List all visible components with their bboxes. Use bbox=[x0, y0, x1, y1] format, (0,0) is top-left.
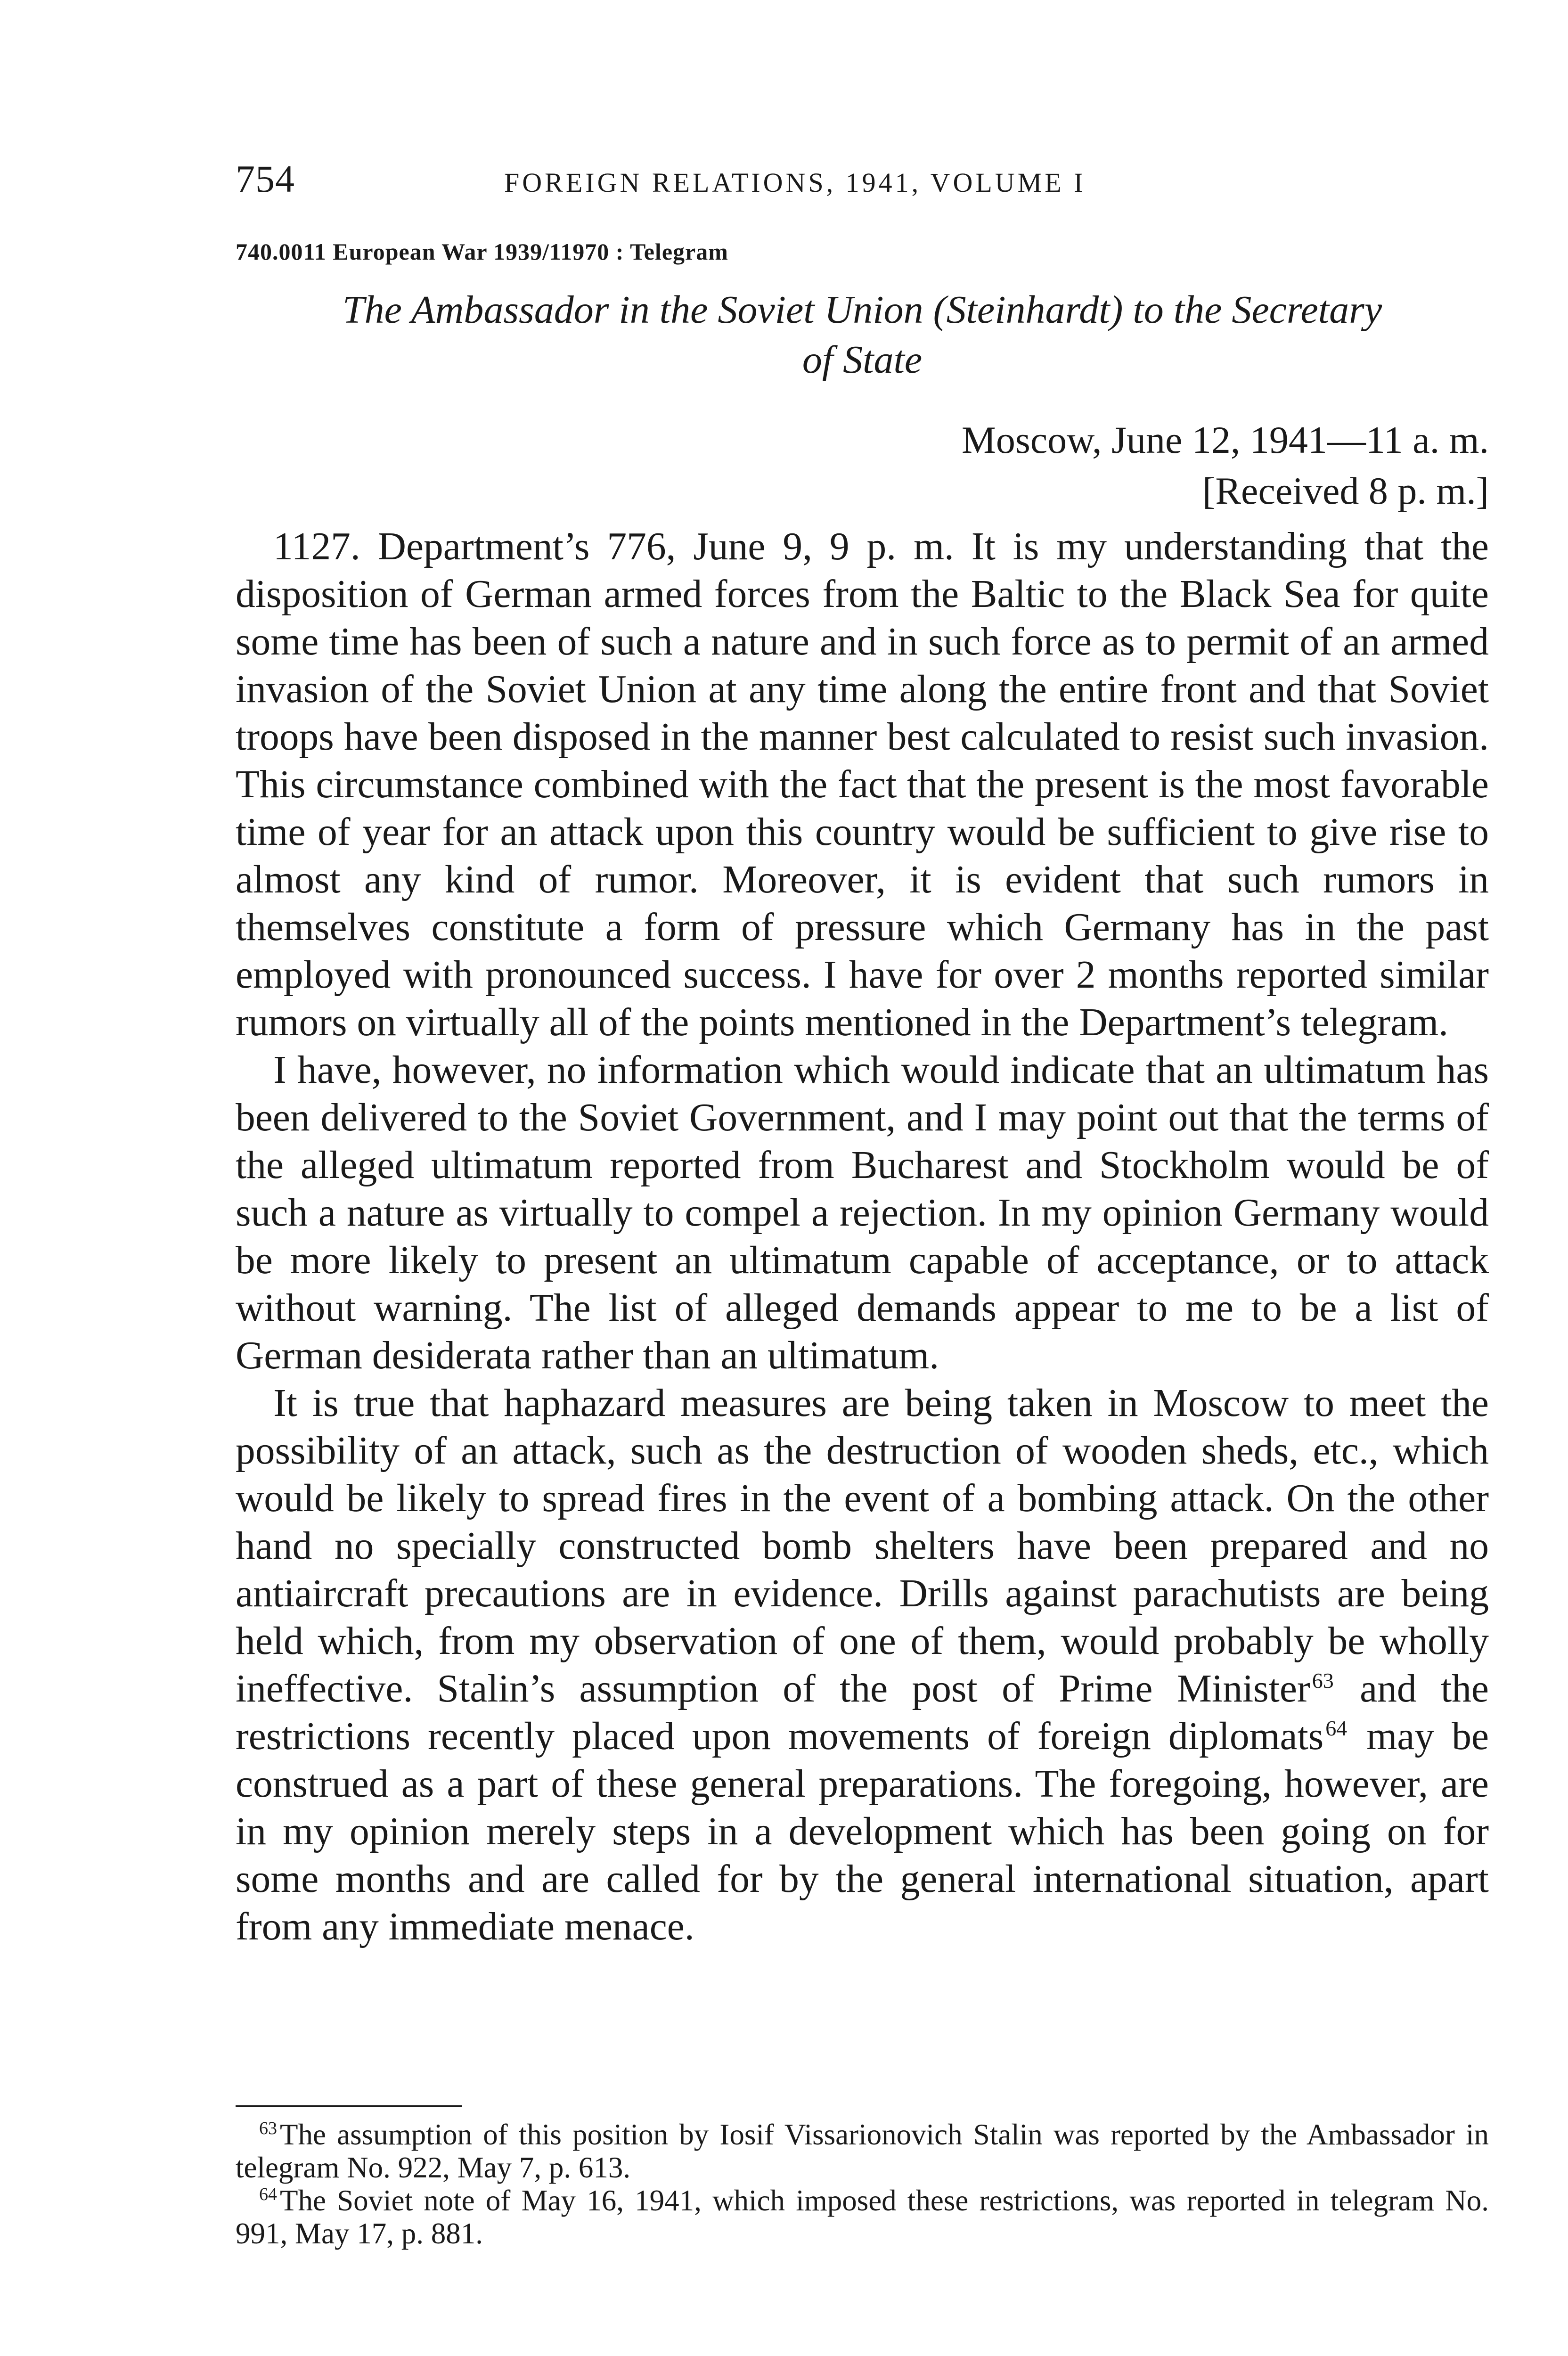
heading-line-1: The Ambassador in the Soviet Union (Steinhardt) to the Secretary bbox=[342, 288, 1382, 332]
footnote-mark: 64 bbox=[259, 2184, 277, 2204]
running-title: FOREIGN RELATIONS, 1941, VOLUME I bbox=[504, 167, 1086, 198]
footnote-reference-64[interactable]: 64 bbox=[1325, 1716, 1348, 1741]
received-note: [Received 8 p. m.] bbox=[1202, 469, 1489, 512]
running-header bbox=[236, 155, 1253, 203]
footnote-divider bbox=[236, 2105, 462, 2107]
paragraph-2: I have, however, no information which would indicate that an ultimatum has been delivered to the Soviet Government, and I may point out that the terms of the alleged ultimatum reported from Bucharest and Stockholm would be of such a nature as virtually to compel a rejection. In my opinion Germany would be more likely to present an ultimatum capable of acceptance, or to attack without warning. The list of alleged demands appear to me to be a list of German desiderata rather than an ultimatum. bbox=[236, 1048, 1489, 1377]
paragraph-3 bbox=[236, 1380, 1489, 1951]
footnote-reference-63[interactable]: 63 bbox=[1312, 1669, 1334, 1693]
heading-line-2: of State bbox=[802, 338, 923, 382]
document-heading bbox=[236, 285, 1489, 385]
file-reference: 740.0011 European War 1939/11970 : Telegram bbox=[236, 238, 728, 265]
footnote-64 bbox=[236, 2184, 1489, 2250]
page-number: 754 bbox=[236, 157, 295, 200]
footnote-text: The Soviet note of May 16, 1941, which imposed these restrictions, was reported in telegram No. 991, May 17, p. 881. bbox=[236, 2184, 1489, 2250]
paragraph-3-part-2: and the restrictions recently placed upon movements of foreign diplomats bbox=[236, 1667, 1489, 1758]
footnotes bbox=[236, 2118, 1489, 2250]
footnote-mark: 63 bbox=[259, 2119, 277, 2138]
dateline-block bbox=[236, 415, 1489, 516]
paragraph-3-part-1: It is true that haphazard measures are being taken in Moscow to meet the possibility of an attack, such as the destruction of wooden sheds, etc., which would be likely to spread fires in the event of a bombing attack. On the other hand no specially constructed bomb shelters have been prepared and no antiaircraft precautions are in evidence. Drills against parachutists are being held which, from my observation of one of them, would probably be wholly ineffective. Stalin’s assumption of the post of Prime Minister bbox=[236, 1382, 1489, 1710]
paragraph-1: 1127. Department’s 776, June 9, 9 p. m. It is my understanding that the disposition of German armed forces from the Baltic to the Black Sea for quite some time has been of such a nature and in such force as to permit of an armed invasion of the Soviet Union at any time along the entire front and that Soviet troops have been disposed in the manner best calculated to resist such invasion. This circumstance combined with the fact that the present is the most favorable time of year for an attack upon this country would be sufficient to give rise to almost any kind of rumor. Moreover, it is evident that such rumors in themselves constitute a form of pressure which Germany has in the past employed with pronounced success. I have for over 2 months reported similar rumors on virtually all of the points mentioned in the Department’s telegram. bbox=[236, 525, 1489, 1044]
paragraph-3-part-3: may be construed as a part of these general preparations. The foregoing, however, are in my opinion merely steps in a development which has been going on for some months and are called for by the general international situation, apart from any immediate menace. bbox=[236, 1715, 1489, 1948]
footnote-63 bbox=[236, 2118, 1489, 2184]
dateline: Moscow, June 12, 1941—11 a. m. bbox=[961, 418, 1489, 461]
telegram-body bbox=[236, 523, 1489, 1951]
footnote-text: The assumption of this position by Iosif Vissarionovich Stalin was reported by the Ambassador in telegram No. 922, May 7, p. 613. bbox=[236, 2118, 1489, 2184]
